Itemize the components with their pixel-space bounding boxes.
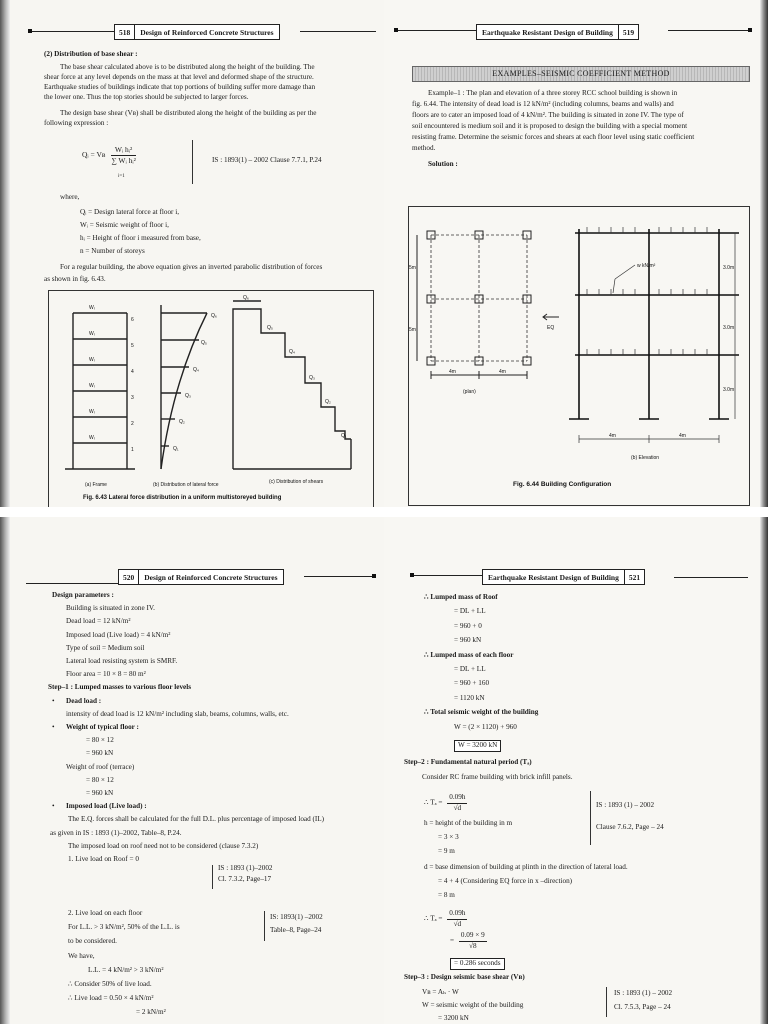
shear-label: Q₅	[267, 325, 273, 331]
running-title: Earthquake Resistant Design of Building	[488, 572, 619, 582]
shear-label: Q₃	[309, 375, 315, 381]
shear-label: Q₆	[243, 295, 249, 301]
para-line: The design base shear (Vʙ) shall be distributed along the height of the building as per the	[60, 109, 317, 117]
page-518	[0, 0, 384, 512]
figure-6-44-drawing	[409, 207, 749, 505]
weight-definition: W = seismic weight of the building	[422, 1001, 524, 1009]
text-line: Imposed load (Live load) :	[66, 802, 147, 811]
header-rule-right	[674, 577, 748, 578]
weight-value: = 3200 kN	[438, 1014, 469, 1022]
section-heading: (2) Distribution of base shear :	[44, 50, 138, 58]
para-line: Consider RC frame building with brick infill panels.	[422, 773, 573, 781]
header-rule-right	[668, 30, 748, 31]
frame-weight-label: Wᵣ	[89, 409, 95, 415]
frame-weight-label: Wᵣ	[89, 305, 95, 311]
text-line: Building is situated in zone IV.	[66, 604, 155, 613]
text-line: Type of soil = Medium soil	[66, 643, 145, 652]
reference-note: Table–8, Page–24	[270, 926, 322, 934]
text-line: = DL + LL	[454, 665, 486, 673]
header-dot	[748, 28, 752, 32]
definition: Qᵢ = Design lateral force at floor i,	[80, 208, 180, 216]
header-dot	[372, 574, 376, 578]
reference-note: Cl. 7.5.3, Page – 24	[614, 1003, 671, 1011]
lateral-force-label: Q₄	[193, 367, 199, 373]
figure-caption: Fig. 6.44 Building Configuration	[513, 481, 612, 488]
lateral-force-label: Q₁	[173, 446, 179, 452]
ta-denominator: √d	[453, 803, 462, 812]
running-header	[118, 569, 284, 585]
elevation-dimension: 4m	[679, 433, 686, 439]
page-520	[0, 517, 384, 1024]
header-rule-left	[30, 31, 114, 32]
header-rule-right	[300, 31, 376, 32]
plan-dimension: 4m	[499, 369, 506, 375]
text-line: Lateral load resisting system is SMRF.	[66, 657, 178, 665]
text-line: = DL + LL	[454, 607, 486, 616]
storey-height: 3.0m	[723, 387, 735, 393]
ta-denominator: √d	[453, 919, 462, 928]
caption-shears: (c) Distribution of shears	[269, 479, 324, 485]
book-spine-shadow	[760, 0, 768, 512]
reference-divider	[606, 987, 607, 1017]
text-line: = 80 × 12	[86, 736, 114, 745]
text-line: ∴ Live load = 0.50 × 4 kN/m²	[68, 994, 154, 1003]
ta-lhs: ∴ Tₐ =	[424, 798, 443, 807]
load-intensity-label: w kN/m²	[637, 263, 656, 269]
storey-height: 3.0m	[723, 325, 735, 331]
text-line: W = (2 × 1120) + 960	[454, 722, 517, 731]
text-line: For L.L. > 3 kN/m², 50% of the L.L. is	[68, 923, 180, 932]
text-line: L.L. = 4 kN/m² > 3 kN/m²	[88, 965, 164, 974]
shear-label: Q₂	[325, 399, 331, 405]
step-3-heading: Step–3 : Design seismic base shear (Vʙ)	[404, 973, 525, 981]
floor-number: 1	[131, 447, 134, 453]
running-title: Design of Reinforced Concrete Structures	[144, 572, 278, 582]
running-title: Design of Reinforced Concrete Structures	[140, 27, 274, 37]
text-line: We have,	[68, 951, 95, 960]
ta-numeric	[450, 931, 487, 951]
reference-note: Cl. 7.3.2, Page–17	[218, 875, 272, 883]
ta-fraction	[447, 793, 467, 813]
reference-note: IS : 1893 (1) – 2002	[596, 801, 655, 809]
text-line: Design parameters :	[52, 591, 114, 599]
text-line: The E.Q. forces shall be calculated for the full D.L. plus percentage of imposed load (IL)	[68, 815, 325, 824]
text-line: = 960 kN	[454, 636, 482, 645]
text-line: = 80 × 12	[86, 775, 114, 784]
plan-dimension: 4m	[449, 369, 456, 375]
page-number: 518	[115, 25, 135, 39]
text-line: 1. Live load on Roof = 0	[68, 855, 139, 863]
period-result: = 0.286 seconds	[450, 958, 505, 970]
floor-number: 3	[131, 395, 134, 401]
storey-height: 3.0m	[723, 265, 735, 271]
example-line: soil encountered is medium soil and it is proposed to design the building with a special moment	[412, 122, 688, 130]
example-line: resisting frame. Determine the seismic forces and shears at each floor level using static coefficient	[412, 133, 695, 141]
floor-number: 2	[131, 421, 134, 427]
bullet-marker: •	[52, 723, 55, 731]
para-line: the lower one. Thus the top stories should be subjected to larger forces.	[44, 93, 249, 101]
example-line: floors are to cater an imposed load of 4 kN/m². The building is situated in zone IV. The type of	[412, 111, 684, 119]
text-line: = 960 + 160	[454, 679, 490, 688]
page-519	[384, 0, 768, 512]
text-line: Weight of roof (terrace)	[66, 762, 135, 771]
reference-note: IS : 1893 (1) – 2002	[614, 989, 673, 997]
lateral-force-label: Q₅	[201, 340, 207, 346]
figure-6-43	[48, 290, 374, 512]
formula-base-shear	[82, 145, 136, 166]
running-header	[476, 24, 639, 40]
text-line: = 1120 kN	[454, 693, 485, 702]
ta-denominator: √8	[469, 941, 477, 950]
header-rule-right	[304, 576, 374, 577]
base-shear-formula: Vʙ = Aₕ · W	[422, 988, 459, 996]
frame-weight-label: Wᵣ	[89, 357, 95, 363]
header-rule-left	[398, 30, 476, 31]
figure-6-43-drawing	[49, 291, 373, 512]
text-line: Weight of typical floor :	[66, 723, 139, 731]
running-title: Earthquake Resistant Design of Building	[482, 27, 613, 37]
total-weight-result: W = 3200 kN	[454, 740, 501, 752]
para-line: as shown in fig. 6.43.	[44, 275, 106, 283]
reference-note: Clause 7.6.2, Page – 24	[596, 823, 664, 831]
formula-numerator: Wᵢ hᵢ²	[111, 145, 136, 156]
ta-lhs: ∴ Tₐ =	[424, 914, 443, 923]
text-line: = 960 kN	[86, 789, 114, 797]
base-dimension-definition: d = base dimension of building at plinth in the direction of lateral load.	[424, 863, 628, 871]
ta-numerator: 0.09 × 9	[459, 931, 487, 942]
definition: Wᵢ = Seismic weight of floor i,	[80, 221, 169, 229]
formula-denominator: ∑ Wᵢ hᵢ²	[111, 155, 136, 165]
frame-weight-label: Wᵣ	[89, 331, 95, 337]
text-line: Floor area = 10 × 8 = 80 m²	[66, 670, 146, 679]
ta-substitution	[424, 909, 467, 929]
page-number: 519	[618, 25, 638, 39]
caption-frame: (a) Frame	[85, 482, 107, 488]
figure-caption: Fig. 6.43 Lateral force distribution in a uniform multistoreyed building	[83, 495, 282, 501]
running-header	[114, 24, 280, 40]
book-spine-shadow	[0, 0, 10, 512]
floor-number: 6	[131, 317, 134, 323]
text-line: intensity of dead load is 12 kN/m² including slab, beams, columns, walls, etc.	[66, 709, 289, 718]
examples-banner: EXAMPLES–SEISMIC COEFFICIENT METHOD	[412, 66, 750, 82]
reference-note: IS: 1893(1) –2002	[270, 913, 323, 921]
caption-lateral: (b) Distribution of lateral force	[153, 482, 219, 488]
text-line: ∴ Lumped mass of Roof	[424, 593, 498, 601]
definition: n = Number of storeys	[80, 247, 145, 255]
ta-fraction	[447, 909, 467, 929]
example-line: method.	[412, 144, 436, 152]
text-line: = 960 kN	[86, 749, 114, 758]
ta-formula	[424, 793, 467, 813]
floor-number: 4	[131, 369, 134, 375]
text-line: = 960 + 0	[454, 621, 482, 630]
step-2-heading: Step–2 : Fundamental natural period (Tₐ)	[404, 758, 532, 766]
book-spine-shadow	[760, 517, 768, 1024]
base-dimension-step: = 8 m	[438, 891, 455, 899]
book-spine-shadow	[0, 517, 10, 1024]
formula-fraction	[111, 145, 136, 166]
height-step: = 9 m	[438, 847, 455, 855]
page-number: 520	[119, 570, 139, 584]
eq-direction-label: EQ	[547, 325, 555, 331]
plan-label: (plan)	[463, 389, 476, 395]
reference-divider	[590, 791, 591, 845]
ta-fraction	[459, 931, 487, 951]
text-line: ∴ Consider 50% of live load.	[68, 980, 152, 988]
lateral-force-label: Q₆	[211, 313, 217, 319]
sum-lower-limit: i=1	[118, 174, 125, 179]
page-521	[384, 517, 768, 1024]
page-number: 521	[624, 570, 644, 584]
text-line: ∴ Lumped mass of each floor	[424, 650, 514, 659]
shear-label: Q₄	[289, 349, 295, 355]
frame-weight-label: Wᵣ	[89, 435, 95, 441]
elevation-label: (b) Elevation	[631, 455, 660, 461]
figure-6-44	[408, 206, 750, 506]
text-line: ∴ Total seismic weight of the building	[424, 708, 539, 717]
formula-divider	[192, 140, 193, 184]
lateral-force-label: Q₃	[185, 393, 191, 399]
text-line: 2. Live load on each floor	[68, 909, 143, 917]
example-line: Example–1 : The plan and elevation of a three storey RCC school building is shown in	[428, 89, 678, 97]
para-line: shear force at any level depends on the mass at that level and deformed shape of the structure.	[44, 73, 314, 81]
elevation-dimension: 4m	[609, 433, 616, 439]
plan-dimension: 5m	[409, 327, 416, 333]
header-dot	[28, 29, 32, 33]
base-dimension-step: = 4 + 4 (Considering EQ force in x –direction)	[438, 877, 573, 885]
text-line: = 2 kN/m²	[136, 1008, 166, 1017]
ta-numerator: 0.09h	[447, 909, 467, 920]
para-line: following expression :	[44, 119, 109, 127]
page-gap	[0, 507, 768, 517]
para-line: Earthquake studies of buildings indicate that top portions of building suffer more damage than	[44, 83, 316, 91]
lateral-force-label: Q₂	[179, 419, 185, 425]
para-line: The base shear calculated above is to be distributed along the height of the building. The	[60, 63, 315, 71]
shear-label: Q₁	[341, 433, 347, 439]
text-line: Dead load = 12 kN/m²	[66, 617, 131, 626]
header-rule-left	[414, 575, 482, 576]
text-line: as given in IS : 1893 (1)–2002, Table–8, P.24.	[50, 828, 182, 837]
height-definition: h = height of the building in m	[424, 819, 513, 827]
reference-divider	[212, 865, 213, 889]
bullet-marker: •	[52, 802, 55, 811]
running-header	[482, 569, 645, 585]
ta-equals: =	[450, 936, 455, 945]
text-line: Dead load :	[66, 696, 102, 705]
plan-dimension: 5m	[409, 265, 416, 271]
text-line: Imposed load (Live load) = 4 kN/m²	[66, 630, 171, 639]
header-rule-left	[26, 583, 118, 584]
text-line: Step–1 : Lumped masses to various floor levels	[48, 683, 192, 692]
example-line: fig. 6.44. The intensity of dead load is 12 kN/m² (including columns, beams and walls) and	[412, 100, 674, 108]
solution-label: Solution :	[428, 160, 458, 168]
bullet-marker: •	[52, 696, 55, 705]
where-label: where,	[60, 193, 80, 201]
text-line: to be considered.	[68, 937, 117, 946]
reference-note: IS : 1893 (1)–2002	[218, 864, 273, 872]
frame-weight-label: Wᵣ	[89, 383, 95, 389]
formula-reference: IS : 1893(1) – 2002 Clause 7.7.1, P.24	[212, 156, 322, 164]
floor-number: 5	[131, 343, 134, 349]
ta-numerator: 0.09h	[447, 793, 467, 804]
text-line: The imposed load on roof need not to be considered (clause 7.3.2)	[68, 841, 259, 850]
formula-lhs: Qᵢ = Vʙ	[82, 150, 106, 160]
reference-divider	[264, 911, 265, 941]
definition: hᵢ = Height of floor i measured from base,	[80, 234, 201, 242]
para-line: For a regular building, the above equation gives an inverted parabolic distribution of forces	[60, 263, 323, 271]
height-step: = 3 × 3	[438, 833, 459, 841]
